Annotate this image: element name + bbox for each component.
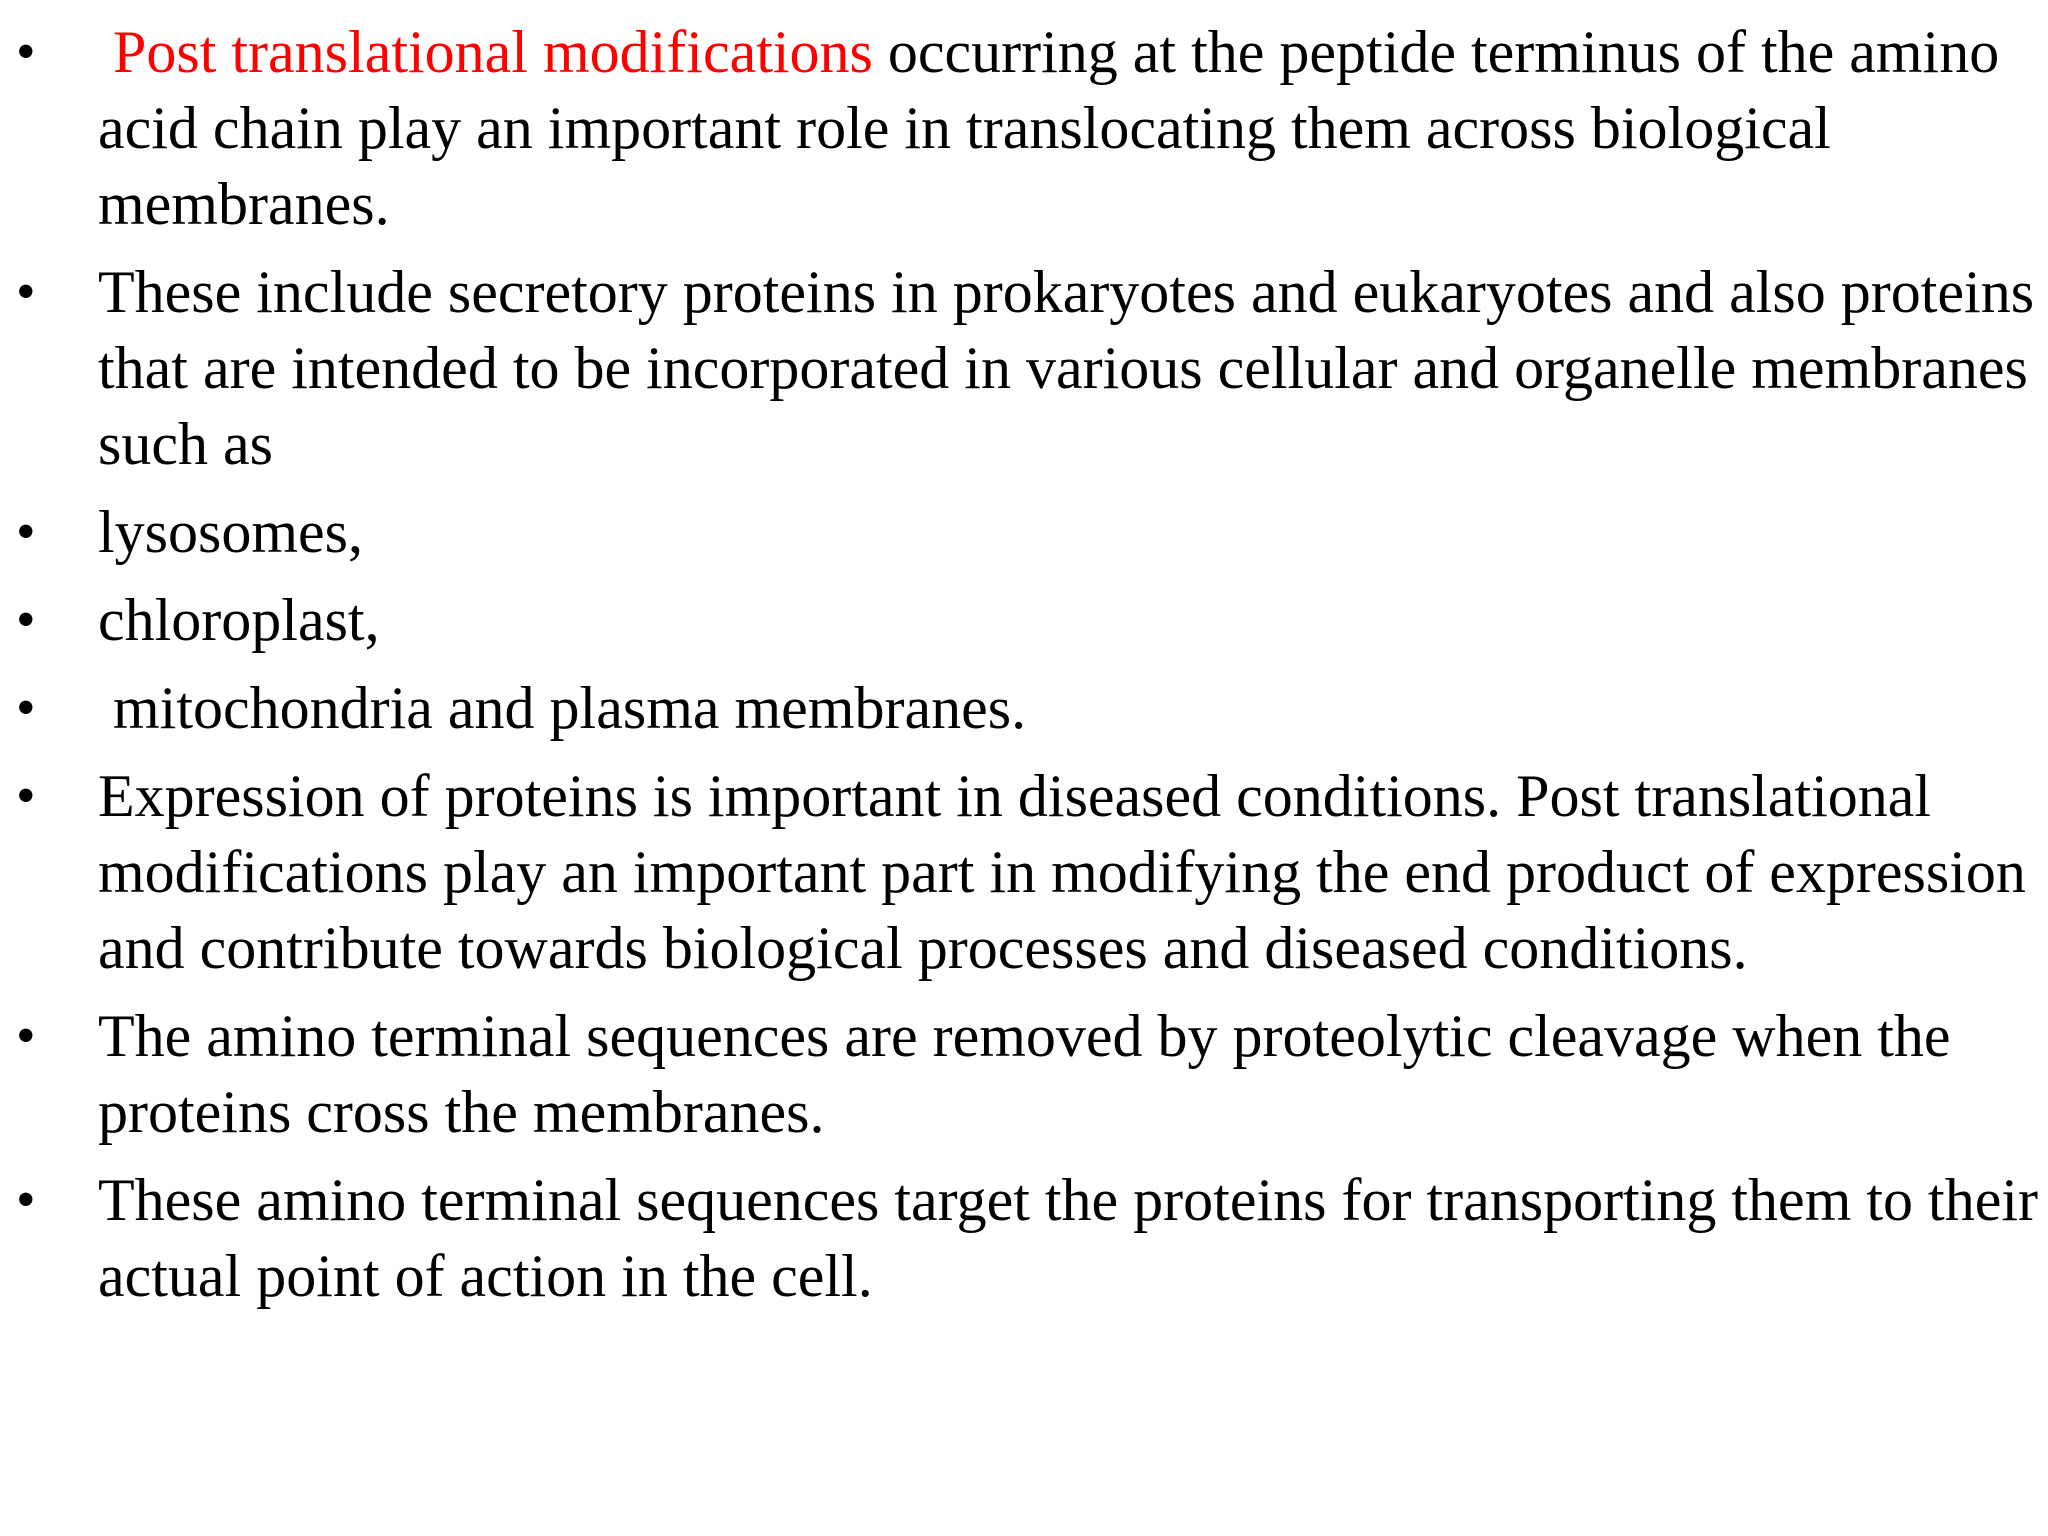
bullet-item <box>0 670 2048 746</box>
bullet-dot: • <box>16 501 36 563</box>
bullet-item <box>0 758 2048 986</box>
bullet-dot: • <box>16 21 36 83</box>
bullet-text: chloroplast, <box>98 587 380 653</box>
bullet-text: occurring at the peptide terminus of the amino acid chain play an important role in translocating them across biological membranes. <box>98 19 2000 237</box>
bullet-text: mitochondria and plasma membranes. <box>113 675 1027 741</box>
bullet-item <box>0 494 2048 570</box>
bullet-text: Expression of proteins is important in diseased conditions. Post translational modifications play an important part in modifying the end product of expression and contribute towards biological processes and diseased conditions. <box>98 763 2026 981</box>
bullet-item <box>0 254 2048 482</box>
bullet-item <box>0 998 2048 1150</box>
bullet-text: These include secretory proteins in prokaryotes and eukaryotes and also proteins that are intended to be incorporated in various cellular and organelle membranes such as <box>98 259 2035 477</box>
bullet-list <box>0 14 2048 1326</box>
bullet-dot: • <box>16 589 36 651</box>
bullet-text: lysosomes, <box>98 499 364 565</box>
bullet-text: These amino terminal sequences target the proteins for transporting them to their actual point of action in the cell. <box>98 1167 2038 1309</box>
bullet-text: The amino terminal sequences are removed by proteolytic cleavage when the proteins cross the membranes. <box>98 1003 1951 1145</box>
bullet-dot: • <box>16 1005 36 1067</box>
bullet-dot: • <box>16 677 36 739</box>
highlighted-term: Post translational modifications <box>113 19 873 85</box>
bullet-dot: • <box>16 1169 36 1231</box>
bullet-item <box>0 1162 2048 1314</box>
bullet-dot: • <box>16 765 36 827</box>
bullet-item <box>0 582 2048 658</box>
bullet-item <box>0 14 2048 242</box>
bullet-dot: • <box>16 261 36 323</box>
